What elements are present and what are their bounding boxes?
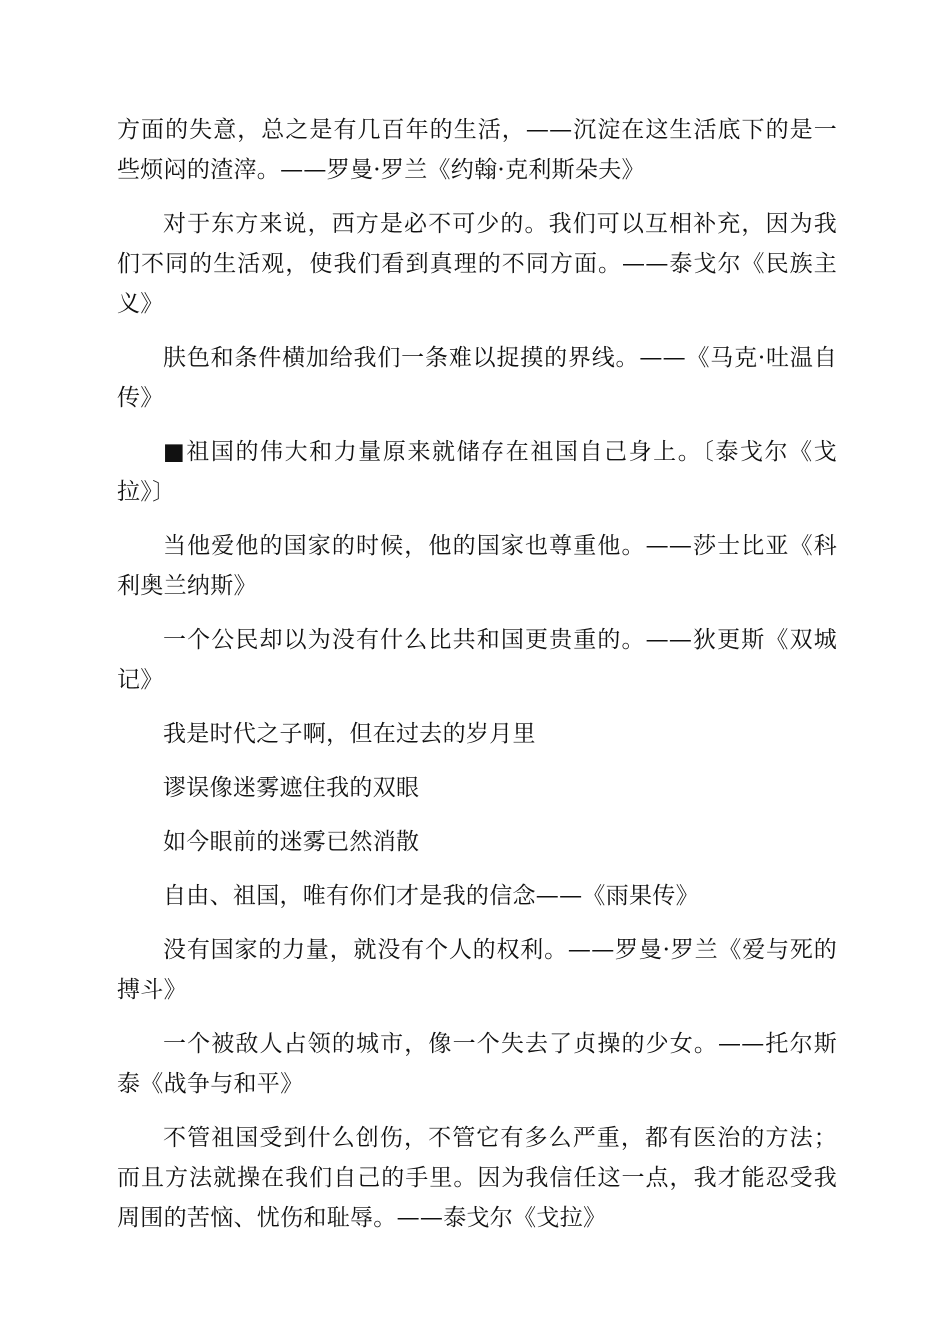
paragraph: 不管祖国受到什么创伤，不管它有多么严重，都有医治的方法；而且方法就操在我们自己的手里。因为我信任这一点，我才能忍受我周围的苦恼、忧伤和耻辱。——泰戈尔《戈拉》 — [117, 1125, 837, 1231]
paragraph: 我是时代之子啊，但在过去的岁月里 — [163, 721, 536, 747]
paragraph: 谬误像迷雾遮住我的双眼 — [163, 775, 420, 801]
paragraph: 一个被敌人占领的城市，像一个失去了贞操的少女。——托尔斯泰《战争与和平》 — [117, 1031, 837, 1097]
document-body — [117, 110, 837, 1252]
paragraph: 肤色和条件横加给我们一条难以捉摸的界线。——《马克·吐温自传》 — [117, 345, 837, 411]
paragraph: 自由、祖国，唯有你们才是我的信念——《雨果传》 — [163, 883, 699, 909]
paragraph: 一个公民却以为没有什么比共和国更贵重的。——狄更斯《双城记》 — [117, 627, 837, 693]
paragraph: 当他爱他的国家的时候，他的国家也尊重他。——莎士比亚《科利奥兰纳斯》 — [117, 533, 837, 599]
paragraph: 如今眼前的迷雾已然消散 — [163, 829, 420, 855]
paragraph: 对于东方来说，西方是必不可少的。我们可以互相补充，因为我们不同的生活观，使我们看到真理的不同方面。——泰戈尔《民族主义》 — [117, 211, 837, 317]
paragraph: ■祖国的伟大和力量原来就储存在祖国自己身上。〔泰戈尔《戈拉》〕 — [117, 439, 837, 505]
paragraph: 方面的失意，总之是有几百年的生活，——沉淀在这生活底下的是一些烦闷的渣滓。——罗曼·罗兰《约翰·克利斯朵夫》 — [117, 117, 837, 183]
paragraph: 没有国家的力量，就没有个人的权利。——罗曼·罗兰《爱与死的搏斗》 — [117, 937, 837, 1003]
